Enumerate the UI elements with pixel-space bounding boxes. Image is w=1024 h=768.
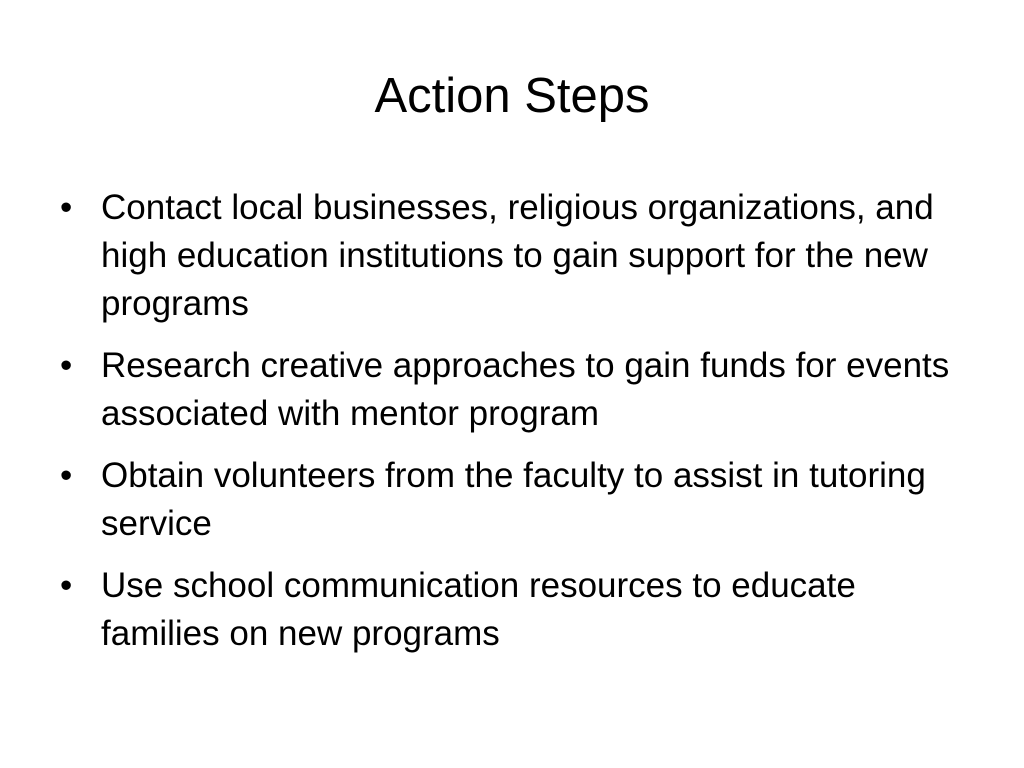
- bullet-item: [56, 452, 976, 548]
- bullet-text: Use school communication resources to educate families on new programs: [101, 566, 856, 653]
- bullet-text: Research creative approaches to gain funds for events associated with mentor program: [101, 346, 950, 433]
- bullet-icon: •: [60, 456, 73, 495]
- bullet-item: [56, 342, 976, 438]
- slide-title: Action Steps: [374, 69, 650, 123]
- bullet-icon: •: [60, 566, 73, 605]
- bullet-item: [56, 184, 976, 328]
- bullet-icon: •: [60, 188, 73, 227]
- bullet-text: Contact local businesses, religious organizations, and high education institutions to gain support for the new programs: [101, 188, 934, 323]
- bullet-item: [56, 562, 976, 658]
- bullet-list: [56, 184, 976, 672]
- bullet-text: Obtain volunteers from the faculty to assist in tutoring service: [101, 456, 926, 543]
- bullet-icon: •: [60, 346, 73, 385]
